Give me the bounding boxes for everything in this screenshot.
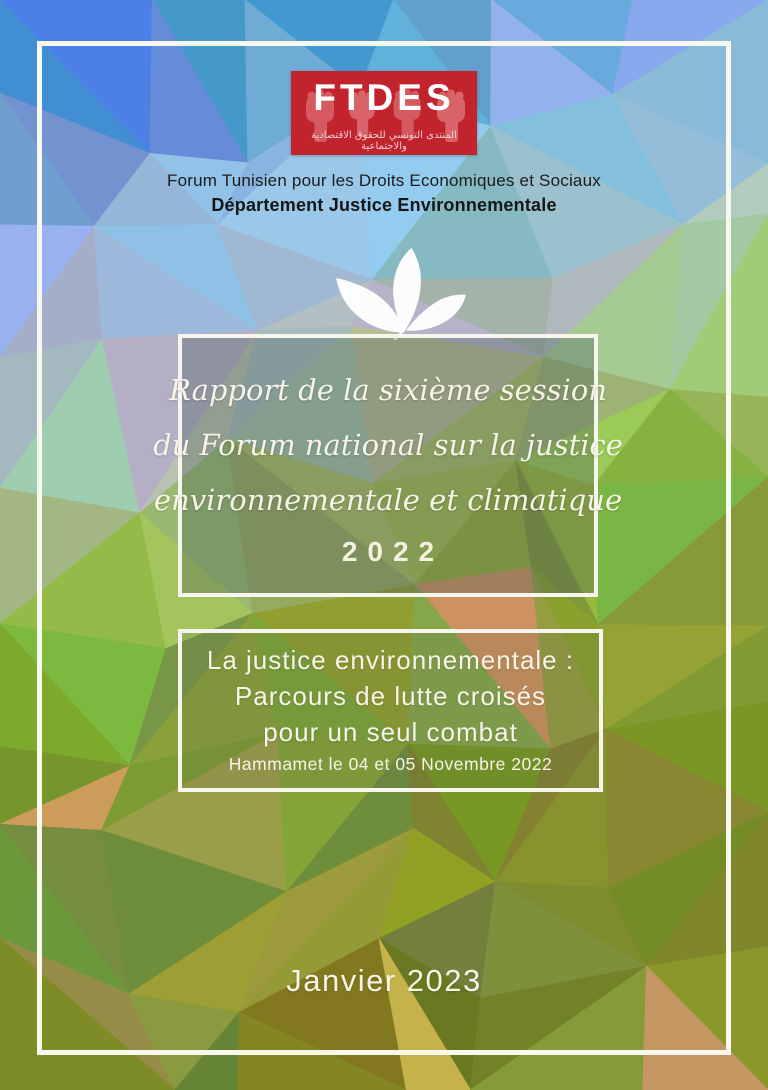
subtitle-box: [178, 629, 603, 792]
organization-name: Forum Tunisien pour les Droits Economiques et Sociaux: [167, 171, 601, 190]
title-line: du Forum national sur la justice: [153, 428, 623, 462]
logo-arabic-name: المنتدى التونسي للحقوق الاقتصادية والاجتماعية: [311, 130, 457, 152]
venue-date: Hammamet le 04 et 05 Novembre 2022: [228, 754, 553, 774]
title-box: [153, 334, 623, 597]
ftdes-logo: [291, 71, 477, 155]
subtitle-line: La justice environnementale :: [206, 645, 575, 675]
title-line: environnementale et climatique: [153, 483, 623, 517]
title-line: Rapport de la sixième session: [169, 373, 607, 407]
leaf-icon: [330, 246, 472, 340]
logo-wordmark: FTDES: [313, 77, 455, 118]
subtitle-line: Parcours de lutte croisés: [234, 681, 547, 711]
department-name: Département Justice Environnementale: [211, 195, 557, 215]
publication-date: Janvier 2023: [286, 963, 482, 998]
subtitle-line: pour un seul combat: [263, 717, 518, 747]
title-year: 2022: [341, 536, 445, 567]
